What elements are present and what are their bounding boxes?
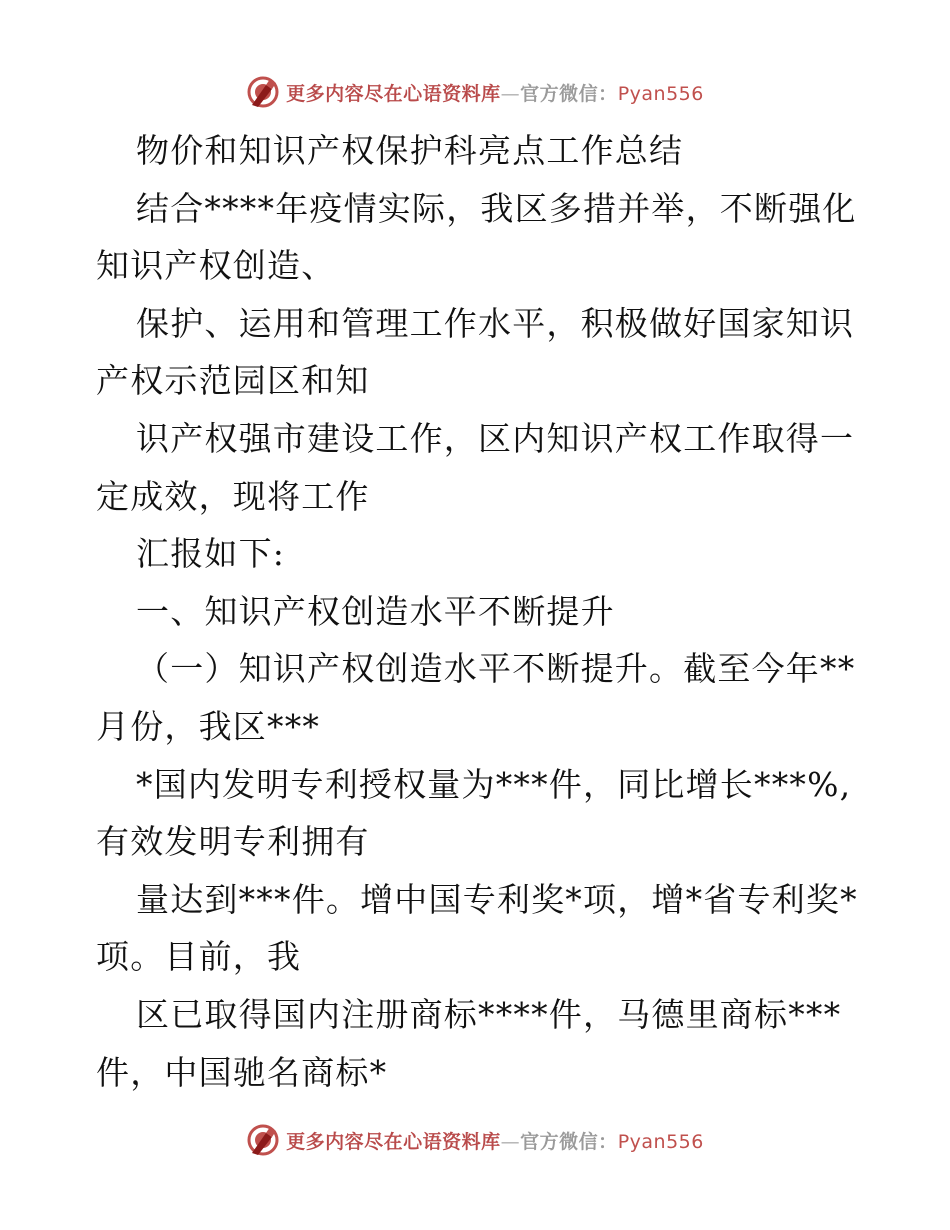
watermark-dash: —	[500, 1130, 521, 1153]
watermark-label: 官方微信：	[520, 82, 618, 105]
document-line: 知识产权创造、	[96, 246, 336, 286]
document-line: 汇报如下:	[136, 534, 286, 574]
watermark-site: 更多内容尽在心语资料库	[286, 1130, 501, 1153]
document-line: *国内发明专利授权量为***件，同比增长***%,	[136, 764, 852, 804]
document-line: 识产权强市建设工作，区内知识产权工作取得一	[136, 418, 855, 458]
watermark-text	[286, 79, 704, 106]
pen-logo-icon	[246, 1123, 280, 1157]
document-line: 产权示范园区和知	[96, 361, 370, 401]
document-line: 件，中国驰名商标*	[96, 1052, 388, 1092]
watermark-id: Pyan556	[617, 1130, 704, 1153]
watermark-id: Pyan556	[617, 82, 704, 105]
pen-logo-icon	[246, 75, 280, 109]
document-line: 量达到***件。增中国专利奖*项，增*省专利奖*	[136, 879, 858, 919]
watermark-label: 官方微信：	[520, 1130, 618, 1153]
watermark-text	[286, 1127, 704, 1154]
watermark-site: 更多内容尽在心语资料库	[286, 82, 501, 105]
document-line: 结合****年疫情实际，我区多措并举，不断强化	[136, 188, 857, 228]
document-line: 定成效，现将工作	[96, 476, 370, 516]
document-line: （一）知识产权创造水平不断提升。截至今年**	[136, 649, 856, 689]
watermark-header	[0, 72, 950, 112]
document-line: 项。目前，我	[96, 937, 302, 977]
document-line: 区已取得国内注册商标****件，马德里商标***	[136, 994, 842, 1034]
watermark-footer	[0, 1120, 950, 1160]
document-body	[96, 122, 856, 1101]
watermark-dash: —	[500, 82, 521, 105]
document-line: 有效发明专利拥有	[96, 822, 370, 862]
document-line: 月份，我区***	[96, 706, 321, 746]
document-line: 保护、运用和管理工作水平，积极做好国家知识	[136, 303, 855, 343]
document-line: 物价和知识产权保护科亮点工作总结	[136, 131, 684, 170]
document-line: 一、知识产权创造水平不断提升	[136, 591, 615, 631]
